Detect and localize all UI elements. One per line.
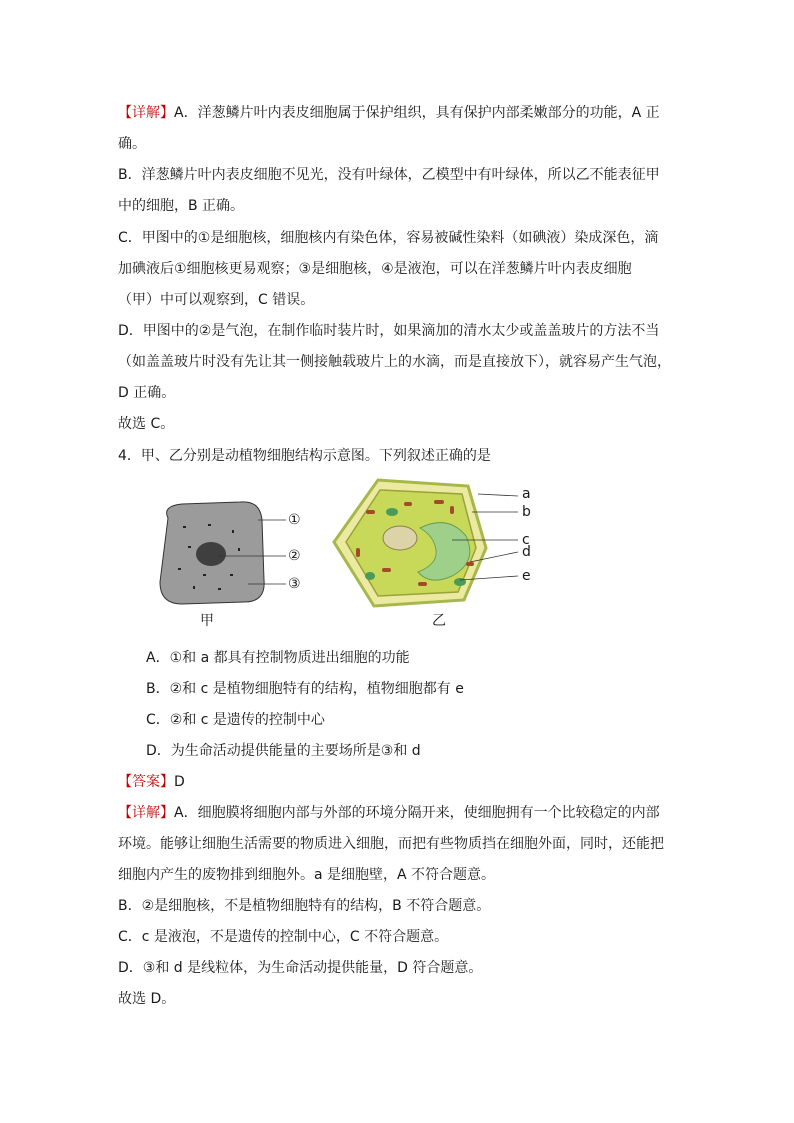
explanation-line: 细胞内产生的废物排到细胞外。a 是细胞壁，A 不符合题意。	[118, 867, 496, 883]
explanation-line: B．洋葱鳞片叶内表皮细胞不见光，没有叶绿体，乙模型中有叶绿体，所以乙不能表征甲	[118, 167, 660, 183]
explanation-line: D．③和 d 是线粒体，为生命活动提供能量，D 符合题意。	[118, 960, 483, 976]
marker-2: ②	[288, 548, 301, 564]
choice-line: 故选 C。	[118, 416, 175, 432]
plant-cell-caption: 乙	[432, 613, 446, 629]
marker-c: c	[522, 532, 530, 548]
option-c: C．②和 c 是遗传的控制中心	[146, 712, 325, 728]
question-stem: 4．甲、乙分别是动植物细胞结构示意图。下列叙述正确的是	[118, 448, 491, 464]
detail-tag: 【详解】	[118, 105, 174, 121]
explanation-line: 【详解】A．洋葱鳞片叶内表皮细胞属于保护组织，具有保护内部柔嫩部分的功能，A 正	[118, 105, 660, 121]
explanation-line: 加碘液后①细胞核更易观察；③是细胞核，④是液泡，可以在洋葱鳞片叶内表皮细胞	[118, 261, 632, 277]
explanation-line: 【详解】A．细胞膜将细胞内部与外部的环境分隔开来，使细胞拥有一个比较稳定的内部	[118, 805, 660, 821]
cell-diagram	[148, 478, 548, 628]
explanation-line: 中的细胞，B 正确。	[118, 198, 245, 214]
animal-cell	[160, 502, 286, 604]
choice-line: 故选 D。	[118, 991, 176, 1007]
option-a: A．①和 a 都具有控制物质进出细胞的功能	[146, 650, 410, 666]
marker-b: b	[522, 504, 531, 520]
marker-3: ③	[288, 576, 301, 592]
marker-1: ①	[288, 512, 301, 528]
explanation-line: C．甲图中的①是细胞核，细胞核内有染色体，容易被碱性染料（如碘液）染成深色，滴	[118, 230, 659, 246]
explanation-line: （如盖盖玻片时没有先让其一侧接触载玻片上的水滴，而是直接放下），就容易产生气泡，	[118, 354, 671, 370]
animal-cell-caption: 甲	[200, 613, 214, 629]
marker-e: e	[522, 568, 531, 584]
answer-line	[118, 772, 185, 792]
plant-cell	[334, 480, 518, 606]
detail-tag: 【详解】	[118, 805, 174, 821]
explanation-line: D 正确。	[118, 385, 176, 401]
explanation-line: C．c 是液泡，不是遗传的控制中心，C 不符合题意。	[118, 929, 449, 945]
answer-value: D	[174, 774, 185, 790]
explanation-line: B．②是细胞核，不是植物细胞特有的结构，B 不符合题意。	[118, 898, 491, 914]
marker-d: d	[522, 544, 531, 560]
explanation-line: D．甲图中的②是气泡，在制作临时装片时，如果滴加的清水太少或盖盖玻片的方法不当	[118, 323, 660, 339]
explanation-line: 环境。能够让细胞生活需要的物质进入细胞，而把有些物质挡在细胞外面，同时，还能把	[118, 836, 664, 852]
cell-diagram-svg	[148, 478, 548, 628]
explanation-line: 确。	[118, 136, 146, 152]
answer-tag: 【答案】	[118, 774, 174, 790]
option-b: B．②和 c 是植物细胞特有的结构，植物细胞都有 e	[146, 681, 464, 697]
option-d: D．为生命活动提供能量的主要场所是③和 d	[146, 743, 421, 759]
marker-a: a	[522, 486, 531, 502]
explanation-line: （甲）中可以观察到，C 错误。	[118, 292, 315, 308]
